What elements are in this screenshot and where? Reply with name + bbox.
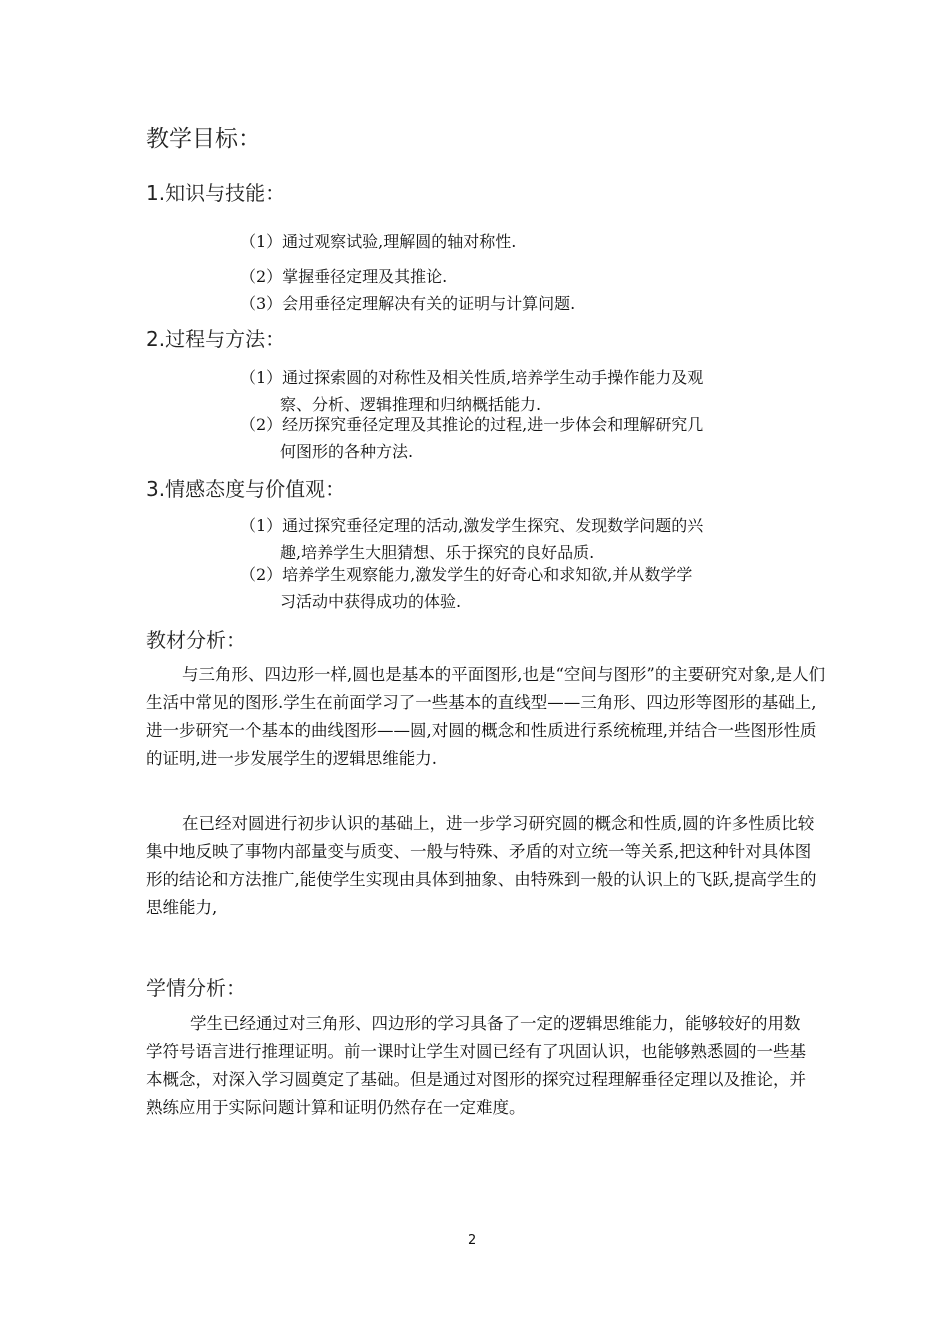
heading-knowledge-skills: 1.知识与技能： [146, 181, 286, 205]
heading-teaching-goals: 教学目标： [146, 126, 261, 152]
heading-student-analysis: 学情分析： [146, 976, 246, 1000]
heading-attitudes-values: 3.情感态度与价值观： [146, 477, 346, 501]
paragraph-material-2: 在已经对圆进行初步认识的基础上，进一步学习研究圆的概念和性质,圆的许多性质比较集中地反映了事物内部量变与质变、一般与特殊、矛盾的对立统一等关系,把这种针对具体图形的结论和方法推广,能使学生实现由具体到抽象、由特殊到一般的认识上的飞跃,提高学生的思维能力, [146, 814, 817, 917]
heading-material-analysis: 教材分析： [146, 628, 246, 652]
paragraph-material-1: 与三角形、四边形一样,圆也是基本的平面图形,也是“空间与图形”的主要研究对象,是人们生活中常见的图形.学生在前面学习了一些基本的直线型——三角形、四边形等图形的基础上,进一步研究一个基本的曲线图形——圆,对圆的概念和性质进行系统梳理,并结合一些图形性质的证明,进一步发展学生的逻辑思维能力. [146, 665, 826, 768]
heading-process-methods: 2.过程与方法： [146, 327, 286, 351]
list-item [240, 561, 800, 615]
list-item-continuation: 何图形的各种方法. [280, 442, 414, 461]
list-item: （3）会用垂径定理解决有关的证明与计算问题. [240, 294, 576, 313]
list-item-line: （2）经历探究垂径定理及其推论的过程,进一步体会和理解研究几 [240, 415, 704, 434]
list-item-continuation: 趣,培养学生大胆猜想、乐于探究的良好品质. [280, 543, 595, 562]
list-item [240, 512, 800, 566]
list-item-continuation: 习活动中获得成功的体验. [280, 592, 462, 611]
list-item-line: （2）培养学生观察能力,激发学生的好奇心和求知欲,并从数学学 [240, 565, 693, 584]
list-item: （1）通过观察试验,理解圆的轴对称性. [240, 232, 517, 251]
list-item [240, 364, 800, 418]
list-item-continuation: 察、分析、逻辑推理和归纳概括能力. [280, 395, 542, 414]
list-item: （2）掌握垂径定理及其推论. [240, 267, 448, 286]
paragraph-student-analysis: 学生已经通过对三角形、四边形的学习具备了一定的逻辑思维能力，能够较好的用数学符号语言进行推理证明。前一课时让学生对圆已经有了巩固认识，也能够熟悉圆的一些基本概念，对深入学习圆奠定了基础。但是通过对图形的探究过程理解垂径定理以及推论，并熟练应用于实际问题计算和证明仍然存在一定难度。 [146, 1014, 806, 1117]
list-item-line: （1）通过探索圆的对称性及相关性质,培养学生动手操作能力及观 [240, 368, 704, 387]
page-number: 2 [468, 1233, 477, 1248]
list-item-line: （1）通过探究垂径定理的活动,激发学生探究、发现数学问题的兴 [240, 516, 704, 535]
list-item [240, 411, 800, 465]
